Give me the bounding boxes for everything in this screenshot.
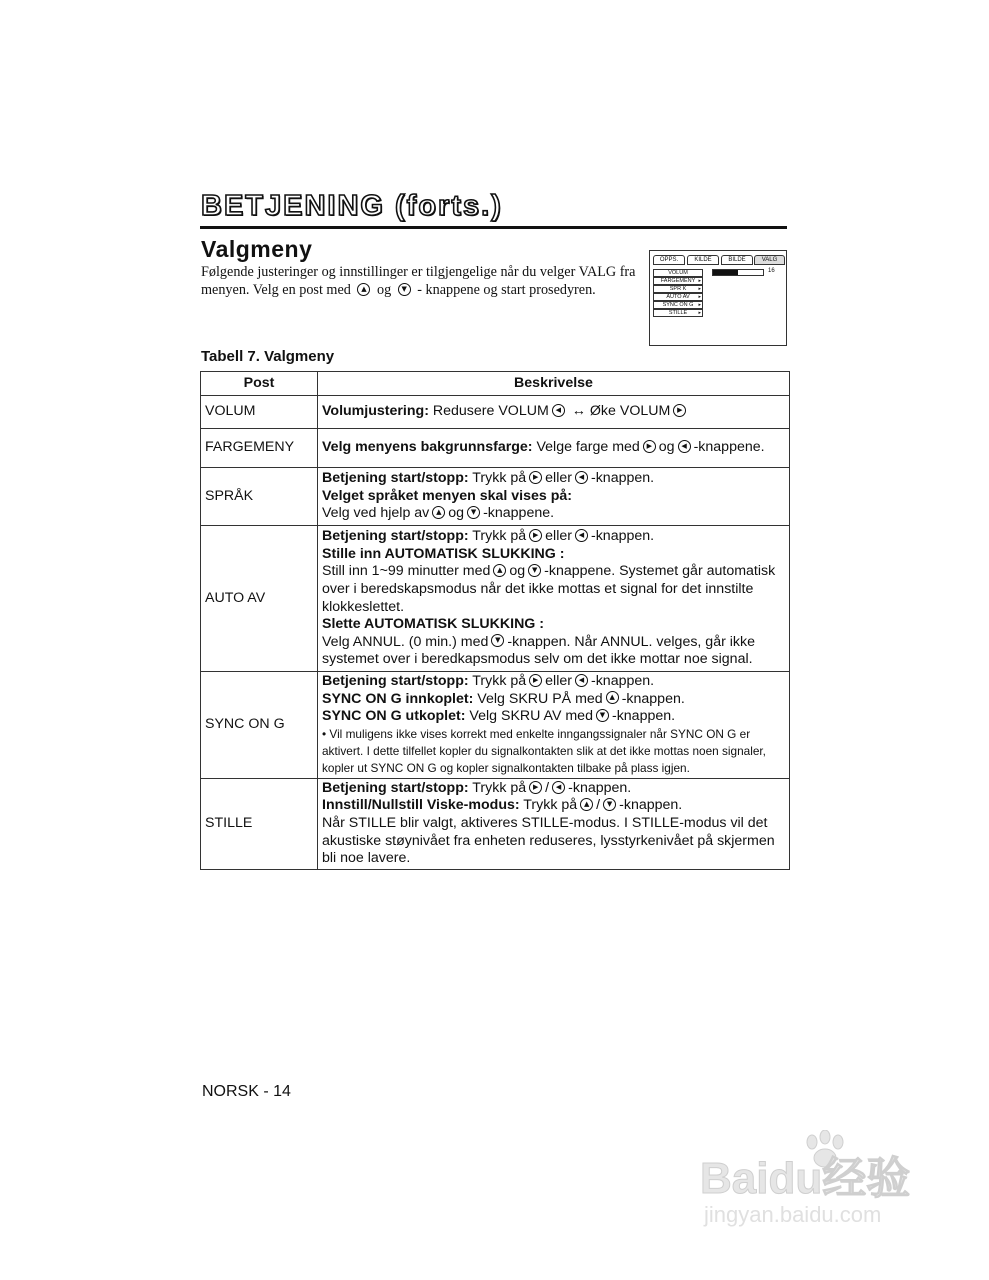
row-post-syncong: SYNC ON G <box>201 672 318 779</box>
down-button-icon: ▼ <box>467 506 480 519</box>
row-desc-volum: Volumjustering: Redusere VOLUM ◀ ↔ Øke VOLUM ▶ <box>318 396 790 429</box>
watermark-url: jingyan.baidu.com <box>704 1202 882 1227</box>
header-post: Post <box>201 372 318 396</box>
row-post-autoav: AUTO AV <box>201 526 318 672</box>
row-desc-syncong: Betjening start/stopp: Trykk på ▶ eller ◀ -knappen. SYNC ON G innkoplet: Velg SKRU PÅ med ▲ -knappen. SYNC ON G utkoplet: Velg SKRU AV med ▼ -knappen. • Vil muligens ikke vises korrekt med enkelte inngangssignaler når SYNC ON G er aktivert. I dette tilfellet kopler du signalkontakten slik at det ikke mottas noen signaler, kopler ut SYNC ON G og kopler signalkontakten tilbake på plass igjen. <box>318 672 790 779</box>
right-button-icon: ▶ <box>529 674 542 687</box>
valgmeny-table <box>200 371 790 870</box>
osd-volume-fill <box>713 270 738 275</box>
sync-note: • Vil muligens ikke vises korrekt med enkelte inngangssignaler når SYNC ON G er aktivert. I dette tilfellet kopler du signalkontakten slik at det ikke mottas noen signaler, kopler ut SYNC ON G og kopler signalkontakten tilbake på plass igjen. <box>322 726 766 775</box>
table-caption: Tabell 7. Valgmeny <box>201 348 335 365</box>
row-desc-autoav: Betjening start/stopp: Trykk på ▶ eller ◀ -knappen. Stille inn AUTOMATISK SLUKKING : Still inn 1~99 minutter med ▲ og ▼ -knappene. Systemet går automatisk over i beredskapsmodus når det ikke mottas et signal for det innstilte klokkeslettet. Slette AUTOMATISK SLUKKING : Velg ANNUL. (0 min.) med ▼ -knappen. Når ANNUL. velges, går ikke systemet over i beredkapsmodus selv om det ikke mottar noe signal. <box>318 526 790 672</box>
down-button-icon: ▼ <box>398 283 411 296</box>
intro-text-3: - knappene og start prosedyren. <box>417 282 596 298</box>
baidu-watermark <box>700 1130 940 1230</box>
osd-item-stille: STILLE ▸ <box>653 309 703 317</box>
right-button-icon: ▶ <box>529 471 542 484</box>
osd-item-sprak: SPR K ▸ <box>653 285 703 293</box>
table-row <box>201 468 790 526</box>
table-row <box>201 396 790 429</box>
left-button-icon: ◀ <box>575 674 588 687</box>
osd-tab-valg: VALG <box>754 255 785 265</box>
osd-volume-value: 16 <box>768 268 775 274</box>
watermark-logo: Baidu经验 <box>700 1154 911 1203</box>
osd-item-syncong: SYNC ON G ▸ <box>653 301 703 309</box>
page-footer: NORSK - 14 <box>202 1083 291 1100</box>
down-button-icon: ▼ <box>528 564 541 577</box>
table-row <box>201 778 790 869</box>
intro-text-1: Følgende justeringer og innstillinger er tilgjengelige når du velger VALG fra menyen. Velg en post med <box>201 264 636 298</box>
row-post-volum: VOLUM <box>201 396 318 429</box>
down-button-icon: ▼ <box>603 798 616 811</box>
row-desc-stille: Betjening start/stopp: Trykk på ▶ / ◀ -knappen. Innstill/Nullstill Viske-modus: Trykk på ▲ / ▼ -knappen. Når STILLE blir valgt, aktiveres STILLE-modus. I STILLE-modus vil det akustiske støynivået fra enheten reduseres, lysstyrkenivået på skjermen bli noe lavere. <box>318 778 790 869</box>
down-button-icon: ▼ <box>491 634 504 647</box>
intro-paragraph <box>201 263 641 299</box>
row-desc-fargemeny: Velg menyens bakgrunnsfarge: Velge farge med ▶ og ◀ -knappene. <box>318 429 790 468</box>
osd-item-fargemeny: FARGEMENY ▸ <box>653 277 703 285</box>
right-button-icon: ▶ <box>673 404 686 417</box>
up-button-icon: ▲ <box>580 798 593 811</box>
row-post-sprak: SPRÅK <box>201 468 318 526</box>
osd-volume-bar <box>712 269 764 276</box>
left-button-icon: ◀ <box>575 529 588 542</box>
right-button-icon: ▶ <box>643 440 656 453</box>
row-desc-sprak: Betjening start/stopp: Trykk på ▶ eller ◀ -knappen. Velget språket menyen skal vises på: Velg ved hjelp av ▲ og ▼ -knappene. <box>318 468 790 526</box>
header-divider <box>200 226 787 229</box>
up-button-icon: ▲ <box>493 564 506 577</box>
table-row <box>201 526 790 672</box>
osd-item-volum: VOLUM <box>653 269 703 277</box>
table-row <box>201 429 790 468</box>
up-button-icon: ▲ <box>432 506 445 519</box>
osd-tab-bar <box>653 255 783 264</box>
osd-item-autoav: AUTO AV ▸ <box>653 293 703 301</box>
down-button-icon: ▼ <box>596 709 609 722</box>
left-button-icon: ◀ <box>552 404 565 417</box>
row-post-stille: STILLE <box>201 778 318 869</box>
osd-tab-bilde: BILDE <box>721 255 753 265</box>
up-button-icon: ▲ <box>606 691 619 704</box>
right-button-icon: ▶ <box>529 781 542 794</box>
table-header-row <box>201 372 790 396</box>
page-header-title: BETJENING (forts.) <box>201 190 503 222</box>
right-button-icon: ▶ <box>529 529 542 542</box>
table-row <box>201 672 790 779</box>
left-button-icon: ◀ <box>678 440 691 453</box>
row-post-fargemeny: FARGEMENY <box>201 429 318 468</box>
header-beskrivelse: Beskrivelse <box>318 372 790 396</box>
up-button-icon: ▲ <box>357 283 370 296</box>
left-button-icon: ◀ <box>575 471 588 484</box>
osd-tab-opps: OPPS. <box>653 255 685 265</box>
intro-text-2: og <box>376 282 392 298</box>
left-button-icon: ◀ <box>552 781 565 794</box>
osd-tab-kilde: KILDE <box>687 255 719 265</box>
osd-menu-illustration <box>649 250 787 346</box>
section-title: Valgmeny <box>201 236 313 262</box>
